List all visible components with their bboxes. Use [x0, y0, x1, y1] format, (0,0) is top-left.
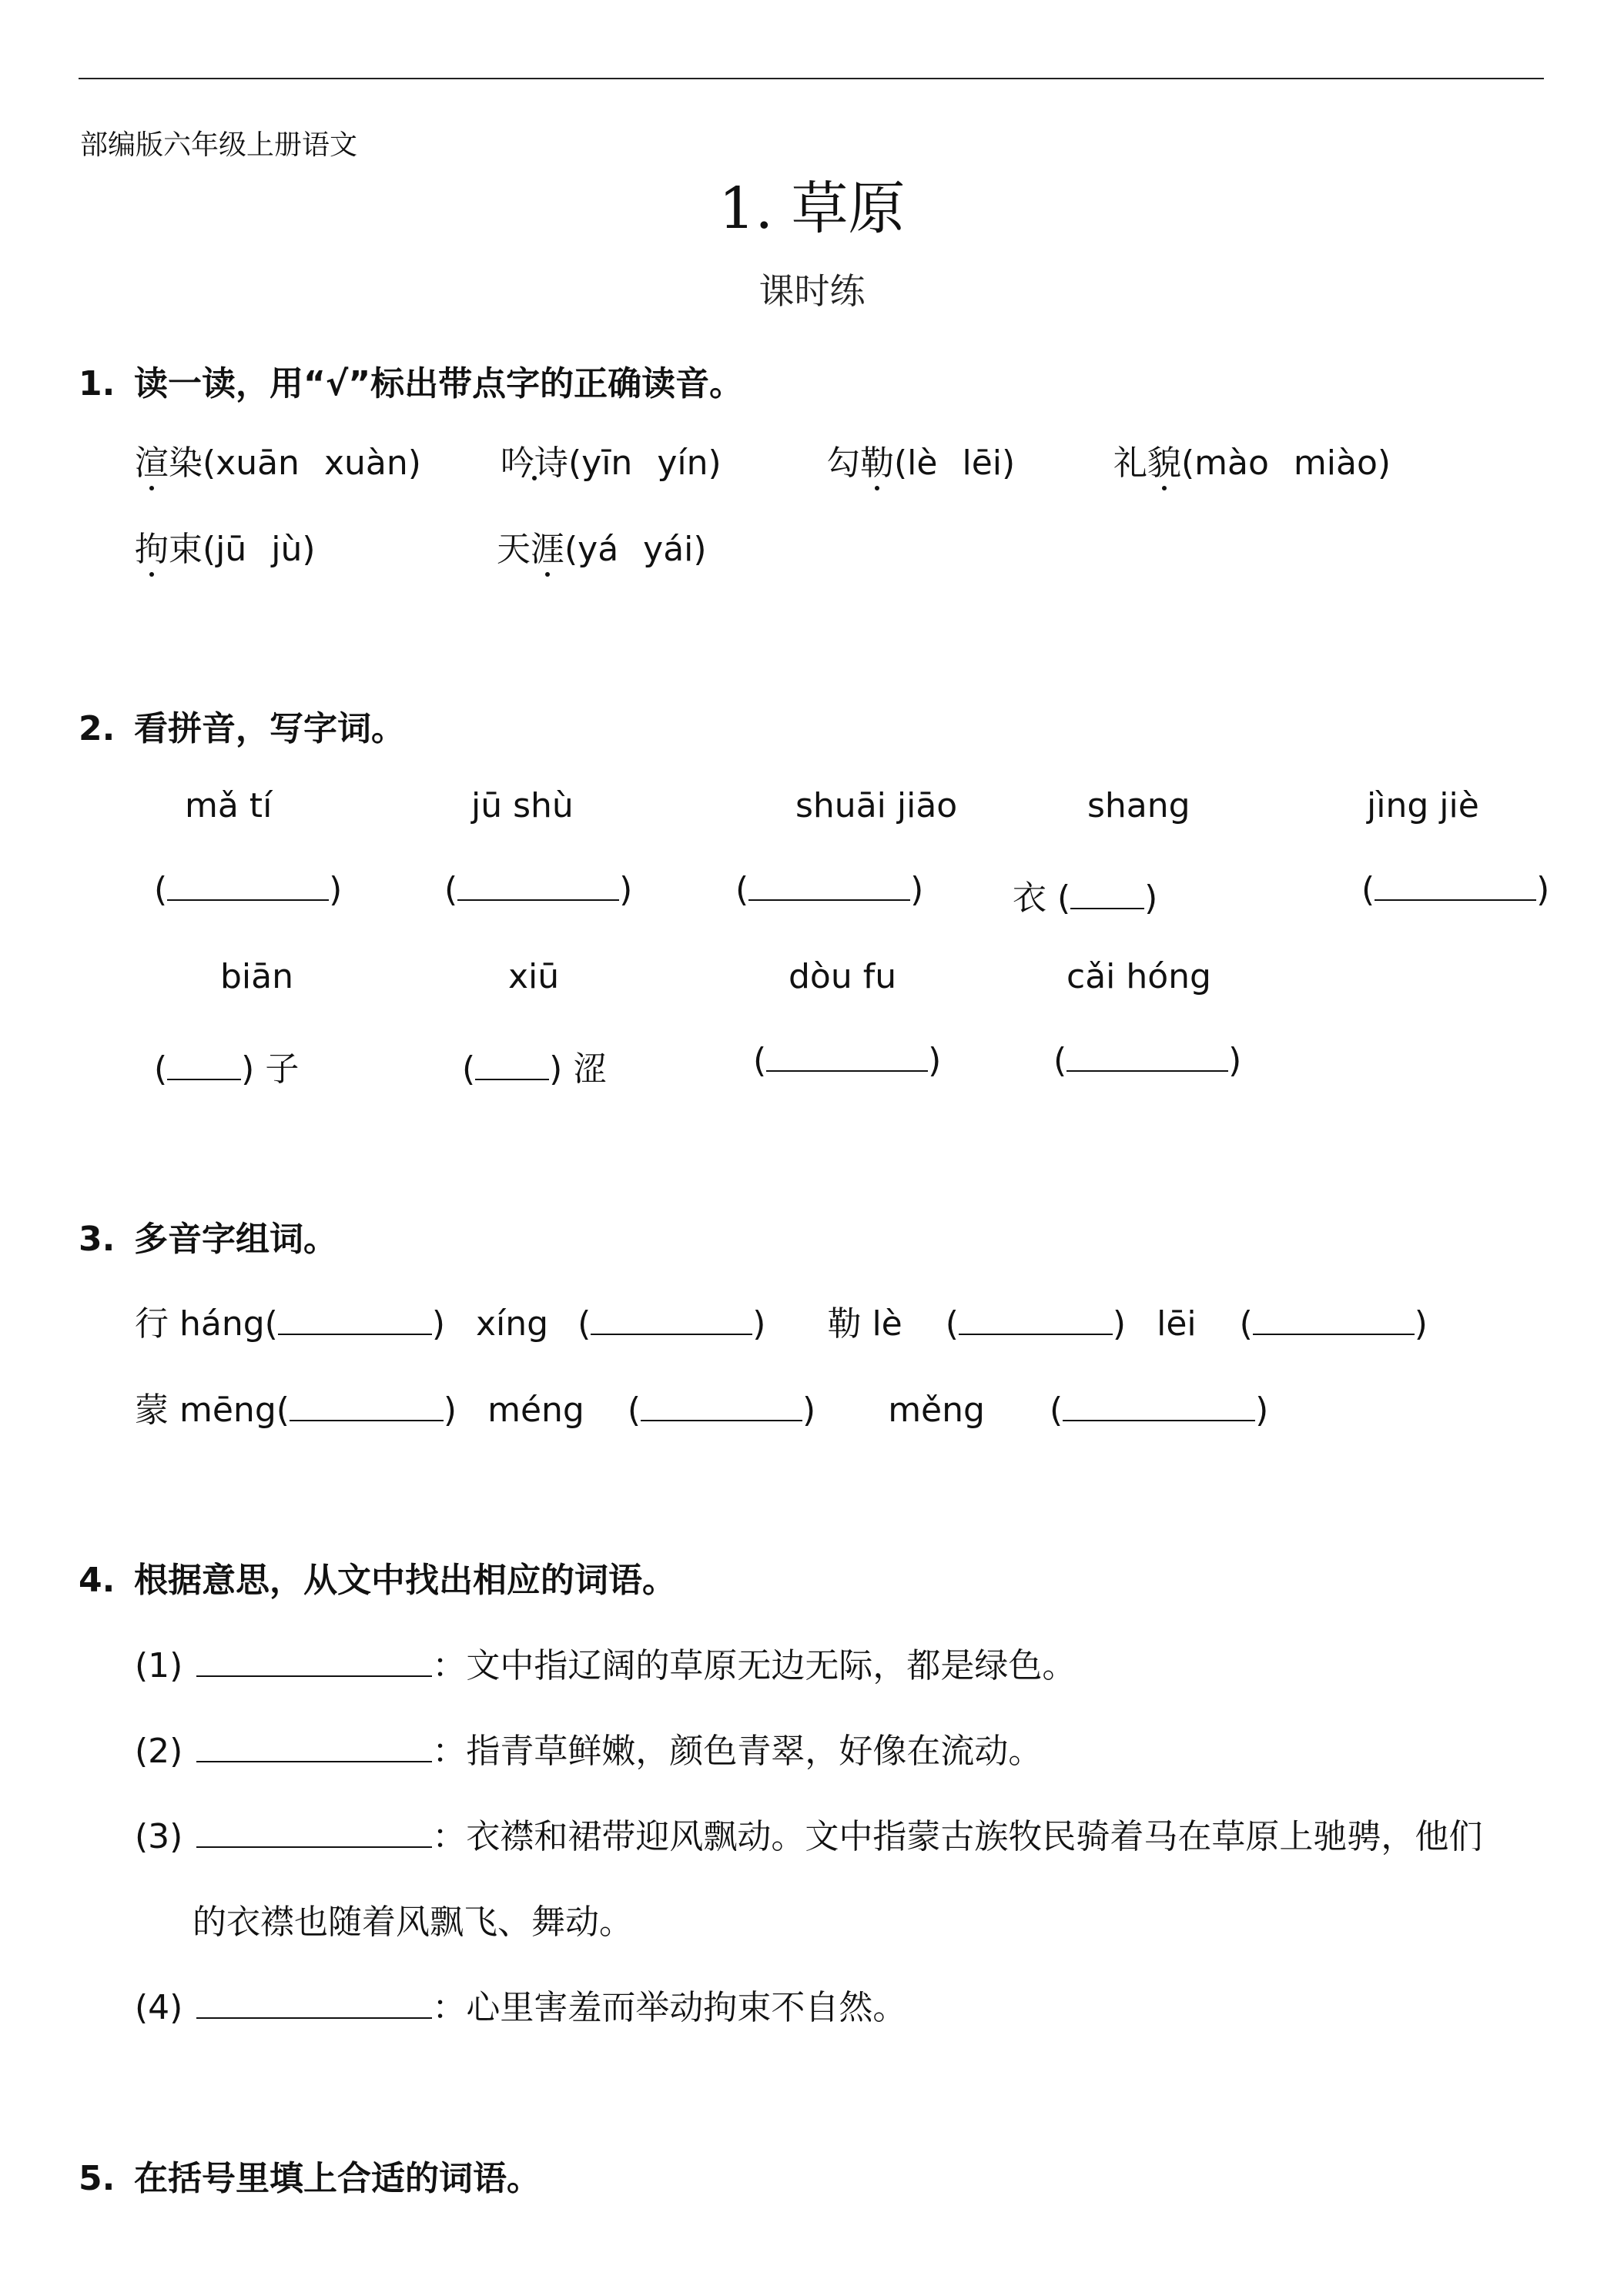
- q1-item-1-option-a[interactable]: (xuān: [203, 443, 300, 483]
- q2-blank-2[interactable]: [457, 873, 619, 901]
- q1-item-2-post: 诗: [534, 443, 568, 483]
- q1-item-5[interactable]: [135, 521, 316, 571]
- q2-pinyin-6: biān: [220, 957, 294, 996]
- q1-item-4-option-b[interactable]: miào): [1293, 443, 1391, 483]
- q2-pinyin-4: shang: [1087, 786, 1190, 825]
- q4-item-2-text: ：指青草鲜嫩，颜色青翠，好像在流动。: [432, 1732, 1043, 1771]
- q4-instruction: 根据意思，从文中找出相应的词语。: [134, 1561, 676, 1600]
- q1-item-6-pre: 天: [497, 530, 531, 569]
- q1-item-4-dot-char: 貌: [1147, 435, 1181, 484]
- q2-answer-6-suffix: 子: [265, 1049, 300, 1089]
- q3-line-1[interactable]: 行 háng( ) xíng ( ) 勒 lè ( ) lēi ( ): [135, 1304, 1428, 1344]
- top-rule: [79, 78, 1544, 79]
- q2-pinyin-5: jìng jiè: [1367, 786, 1479, 825]
- q1-instruction: 读一读，用“√”标出带点字的正确读音。: [134, 364, 744, 403]
- q1-item-6-option-b[interactable]: yái): [643, 530, 707, 569]
- q3-blank-6[interactable]: [641, 1394, 802, 1421]
- q2-answer-2[interactable]: ( ): [444, 870, 633, 909]
- q3-pinyin-le: lè: [872, 1304, 902, 1344]
- q2-blank-3[interactable]: [748, 873, 910, 901]
- q4-item-4-label: (4): [135, 1988, 183, 2027]
- q2-answer-7-suffix: 涩: [573, 1049, 608, 1089]
- q3-instruction: 多音字组词。: [134, 1220, 337, 1259]
- q2-blank-5[interactable]: [1375, 873, 1536, 901]
- q3-number: 3.: [79, 1220, 116, 1259]
- q4-item-4-text: ：心里害羞而举动拘束不自然。: [432, 1988, 907, 2027]
- q1-item-2-option-a[interactable]: (yīn: [568, 443, 633, 483]
- q3-blank-4[interactable]: [1253, 1307, 1415, 1335]
- q1-item-6[interactable]: [497, 521, 707, 571]
- q1-number: 1.: [79, 364, 116, 403]
- q2-answer-8[interactable]: ( ): [753, 1041, 942, 1080]
- q2-blank-1[interactable]: [167, 873, 329, 901]
- q4-item-2-label: (2): [135, 1732, 183, 1771]
- q4-blank-2[interactable]: [196, 1735, 432, 1762]
- q2-answer-4-prefix: 衣: [1013, 879, 1046, 918]
- q3-pinyin-meng3: měng: [888, 1391, 985, 1430]
- q1-item-3-option-b[interactable]: lēi): [962, 443, 1016, 483]
- q4-item-1-text: ：文中指辽阔的草原无边无际，都是绿色。: [432, 1646, 1077, 1685]
- q1-item-2-pre: 吟: [501, 443, 534, 483]
- q2-pinyin-2: jū shù: [471, 786, 574, 825]
- q3-blank-3[interactable]: [959, 1307, 1113, 1335]
- q3-char-meng: 蒙: [135, 1391, 169, 1430]
- page-title: 1. 草原: [718, 176, 906, 242]
- q1-item-6-option-a[interactable]: (yá: [564, 530, 619, 569]
- q2-answer-4[interactable]: 衣 ( ): [1013, 879, 1158, 918]
- q4-item-3-text: ：衣襟和裙带迎风飘动。文中指蒙古族牧民骑着马在草原上驰骋，他们: [432, 1817, 1483, 1856]
- q2-blank-4[interactable]: [1070, 882, 1144, 909]
- q3-blank-1[interactable]: [278, 1307, 432, 1335]
- q1-item-3-pre: 勾: [826, 443, 860, 483]
- q1-item-3-option-a[interactable]: (lè: [894, 443, 938, 483]
- q1-heading: [79, 356, 743, 405]
- q2-answer-9[interactable]: ( ): [1053, 1041, 1242, 1080]
- q1-item-2[interactable]: [501, 435, 722, 484]
- q1-item-4-pre: 礼: [1113, 443, 1147, 483]
- q1-item-4[interactable]: [1113, 435, 1391, 484]
- q4-item-2[interactable]: [135, 1723, 1042, 1772]
- q2-blank-8[interactable]: [766, 1044, 928, 1072]
- q1-item-5-option-a[interactable]: (jū: [203, 530, 247, 569]
- q3-pinyin-meng2: méng: [487, 1391, 584, 1430]
- q4-blank-4[interactable]: [196, 1991, 432, 2019]
- q1-item-4-option-a[interactable]: (mào: [1181, 443, 1269, 483]
- q5-instruction: 在括号里填上合适的词语。: [134, 2159, 541, 2198]
- q2-blank-6[interactable]: [167, 1053, 241, 1080]
- q1-item-1-option-b[interactable]: xuàn): [323, 443, 421, 483]
- q4-blank-1[interactable]: [196, 1649, 432, 1677]
- q3-char-hang: 行: [135, 1304, 169, 1344]
- q2-pinyin-1: mǎ tí: [185, 786, 273, 825]
- q3-heading: [79, 1211, 337, 1260]
- q4-item-1[interactable]: [135, 1638, 1076, 1687]
- q4-item-1-label: (1): [135, 1646, 183, 1685]
- q1-item-5-dot-char: 拘: [135, 521, 169, 571]
- q1-item-3[interactable]: [826, 435, 1015, 484]
- q1-item-3-dot-char: 勒: [860, 435, 894, 484]
- q3-char-le: 勒: [827, 1304, 862, 1344]
- q1-item-5-post: 束: [169, 530, 203, 569]
- q3-pinyin-meng1: mēng: [179, 1391, 276, 1430]
- q2-answer-3[interactable]: ( ): [735, 870, 924, 909]
- q2-answer-5[interactable]: ( ): [1361, 870, 1550, 909]
- q2-number: 2.: [79, 709, 116, 748]
- q2-answer-7[interactable]: ( ) 涩: [462, 1049, 608, 1089]
- q3-blank-2[interactable]: [591, 1307, 752, 1335]
- q3-pinyin-lei: lēi: [1157, 1304, 1197, 1344]
- q4-blank-3[interactable]: [196, 1820, 432, 1848]
- q3-blank-5[interactable]: [290, 1394, 444, 1421]
- q1-item-5-option-b[interactable]: jù): [271, 530, 316, 569]
- q1-item-6-dot-char: 涯: [531, 521, 564, 571]
- q1-item-1-dot-char: 渲: [135, 435, 169, 484]
- q2-instruction: 看拼音，写字词。: [134, 709, 405, 748]
- q4-item-4[interactable]: [135, 1980, 906, 2029]
- q2-blank-9[interactable]: [1066, 1044, 1228, 1072]
- q4-item-3-label: (3): [135, 1817, 183, 1856]
- q2-pinyin-7: xiū: [508, 957, 560, 996]
- q4-number: 4.: [79, 1561, 116, 1600]
- q5-number: 5.: [79, 2159, 116, 2198]
- q1-item-1[interactable]: [135, 435, 421, 484]
- q3-pinyin-hang: háng: [179, 1304, 265, 1344]
- q4-item-3-continuation: 的衣襟也随着风飘飞、舞动。: [193, 1903, 633, 1942]
- q2-pinyin-9: cǎi hóng: [1066, 957, 1211, 996]
- q5-heading: [79, 2150, 541, 2200]
- q2-heading: [79, 701, 405, 750]
- q3-blank-7[interactable]: [1063, 1394, 1255, 1421]
- page-subtitle: 课时练: [758, 270, 866, 312]
- series-label: 部编版六年级上册语文: [80, 129, 358, 161]
- q1-item-2-option-b[interactable]: yín): [657, 443, 722, 483]
- q2-blank-7[interactable]: [475, 1053, 549, 1080]
- q4-heading: [79, 1552, 676, 1602]
- q2-answer-1[interactable]: ( ): [154, 870, 343, 909]
- q1-item-1-post: 染: [169, 443, 203, 483]
- q4-item-3[interactable]: [135, 1809, 1482, 1858]
- q2-pinyin-8: dòu fu: [789, 957, 897, 996]
- q3-pinyin-xing: xíng: [476, 1304, 549, 1344]
- q2-pinyin-3: shuāi jiāo: [795, 786, 958, 825]
- q3-line-2[interactable]: 蒙 mēng( ) méng ( ) měng ( ): [135, 1391, 1269, 1430]
- q2-answer-6[interactable]: ( ) 子: [154, 1049, 300, 1089]
